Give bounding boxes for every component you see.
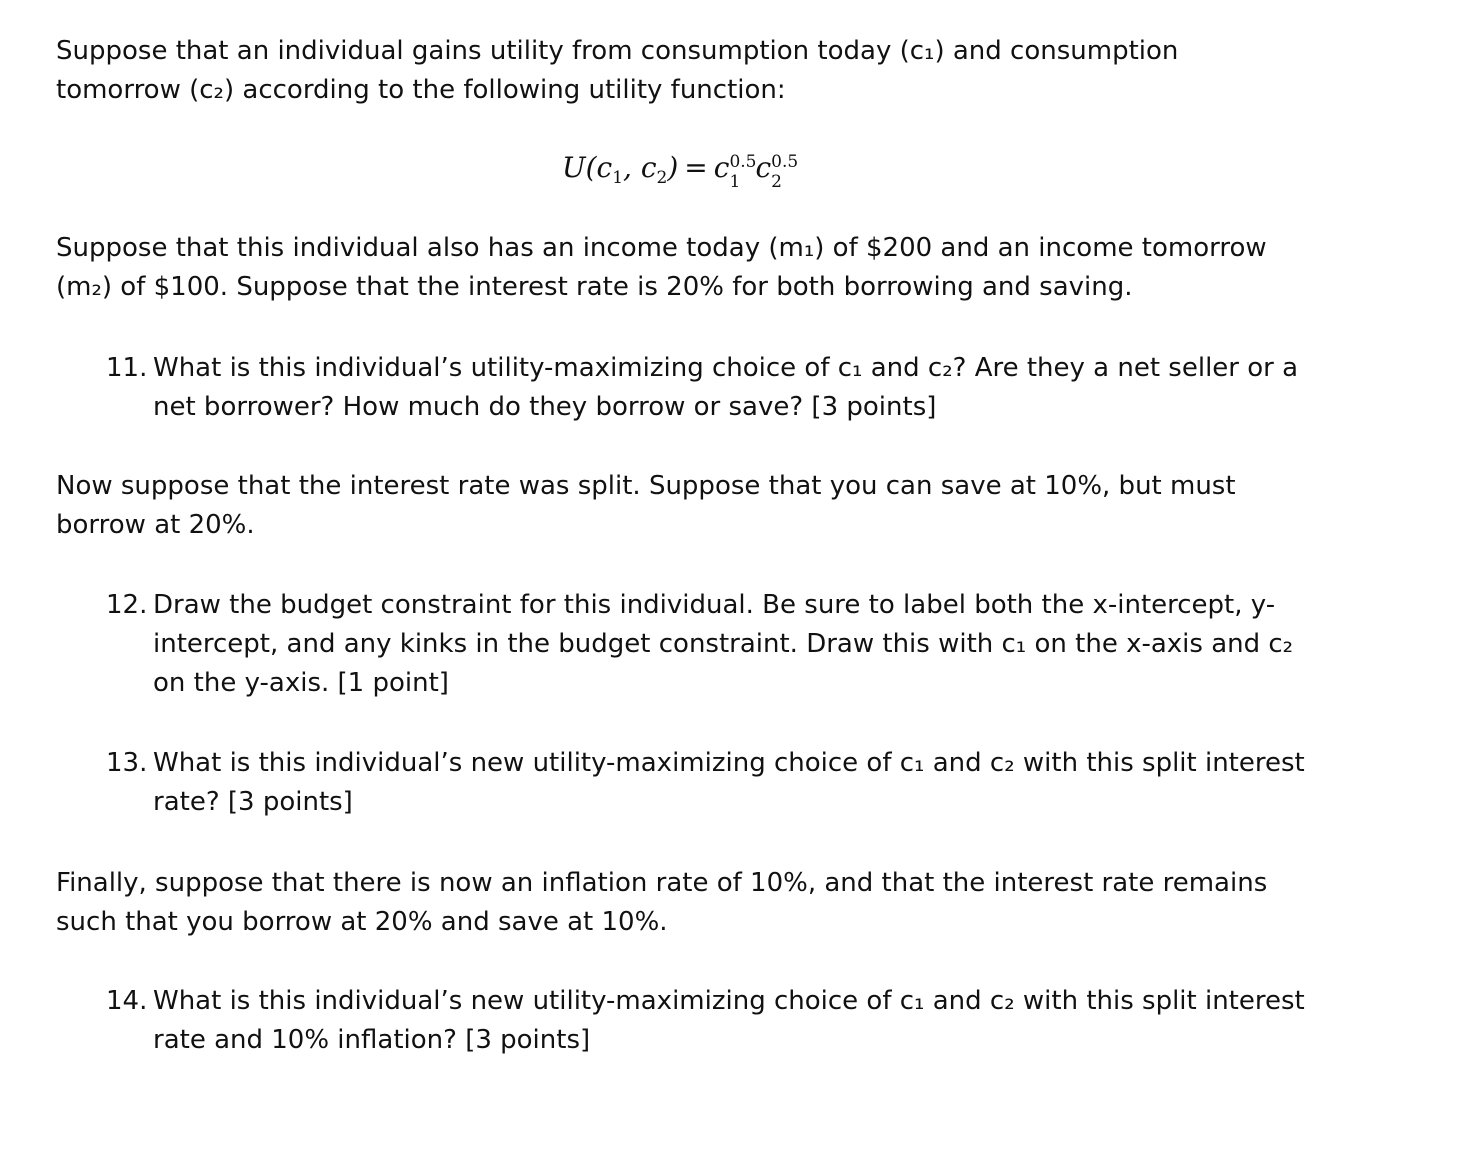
question-11 xyxy=(106,349,1366,427)
equation-comma: , c xyxy=(623,151,657,184)
inflation-line-2: such that you borrow at 20% and save at 10%. xyxy=(56,907,668,937)
equation-c1-scripts xyxy=(729,148,757,192)
question-line-3: on the y-axis. [1 point] xyxy=(153,668,449,698)
equation-exp-2: 0.5 xyxy=(771,152,799,172)
question-number: 14. xyxy=(106,986,148,1016)
split-line-2: borrow at 20%. xyxy=(56,510,255,540)
inflation-paragraph xyxy=(56,864,1356,942)
split-line-1: Now suppose that the interest rate was split. Suppose that you can save at 10%, but must xyxy=(56,471,1236,501)
intro-line-2: tomorrow (c₂) according to the following utility function: xyxy=(56,75,786,105)
question-line-2: intercept, and any kinks in the budget constraint. Draw this with c₁ on the x-axis and c₂ xyxy=(153,629,1294,659)
question-line-1: What is this individual’s utility-maximizing choice of c₁ and c₂? Are they a net seller or a xyxy=(153,353,1299,383)
question-number: 11. xyxy=(106,353,148,383)
equation-c1: c xyxy=(713,151,730,184)
question-14 xyxy=(106,982,1366,1060)
question-line-1: What is this individual’s new utility-maximizing choice of c₁ and c₂ with this split interest xyxy=(153,986,1305,1016)
equation-c2-sub: 2 xyxy=(771,172,782,192)
question-line-2: rate and 10% inflation? [3 points] xyxy=(153,1025,591,1055)
intro-paragraph xyxy=(56,32,1356,110)
equation-lhs: U(c xyxy=(562,151,613,184)
income-paragraph xyxy=(56,229,1356,307)
equation-sub-2: 2 xyxy=(656,168,668,188)
question-line-2: rate? [3 points] xyxy=(153,787,353,817)
equation-close: ) xyxy=(667,151,679,184)
equation-c1-sub: 1 xyxy=(729,172,741,192)
question-number: 13. xyxy=(106,748,148,778)
split-rate-paragraph xyxy=(56,467,1356,545)
inflation-line-1: Finally, suppose that there is now an inflation rate of 10%, and that the interest rate remains xyxy=(56,868,1268,898)
equation-equals: = xyxy=(684,151,708,184)
intro-line-1: Suppose that an individual gains utility from consumption today (c₁) and consumption xyxy=(56,36,1179,66)
equation-exp-1: 0.5 xyxy=(729,152,757,172)
income-line-2: (m₂) of $100. Suppose that the interest rate is 20% for both borrowing and saving. xyxy=(56,272,1133,302)
question-number: 12. xyxy=(106,590,148,620)
equation-c2-scripts xyxy=(771,148,799,192)
question-12 xyxy=(106,586,1366,703)
question-line-2: net borrower? How much do they borrow or save? [3 points] xyxy=(153,392,937,422)
income-line-1: Suppose that this individual also has an income today (m₁) of $200 and an income tomorrow xyxy=(56,233,1267,263)
equation-c2: c xyxy=(755,151,772,184)
utility-function-equation xyxy=(562,148,797,198)
question-line-1: What is this individual’s new utility-maximizing choice of c₁ and c₂ with this split interest xyxy=(153,748,1305,778)
question-line-1: Draw the budget constraint for this individual. Be sure to label both the x-intercept, y- xyxy=(153,590,1276,620)
question-13 xyxy=(106,744,1366,822)
equation-sub-1: 1 xyxy=(612,168,624,188)
